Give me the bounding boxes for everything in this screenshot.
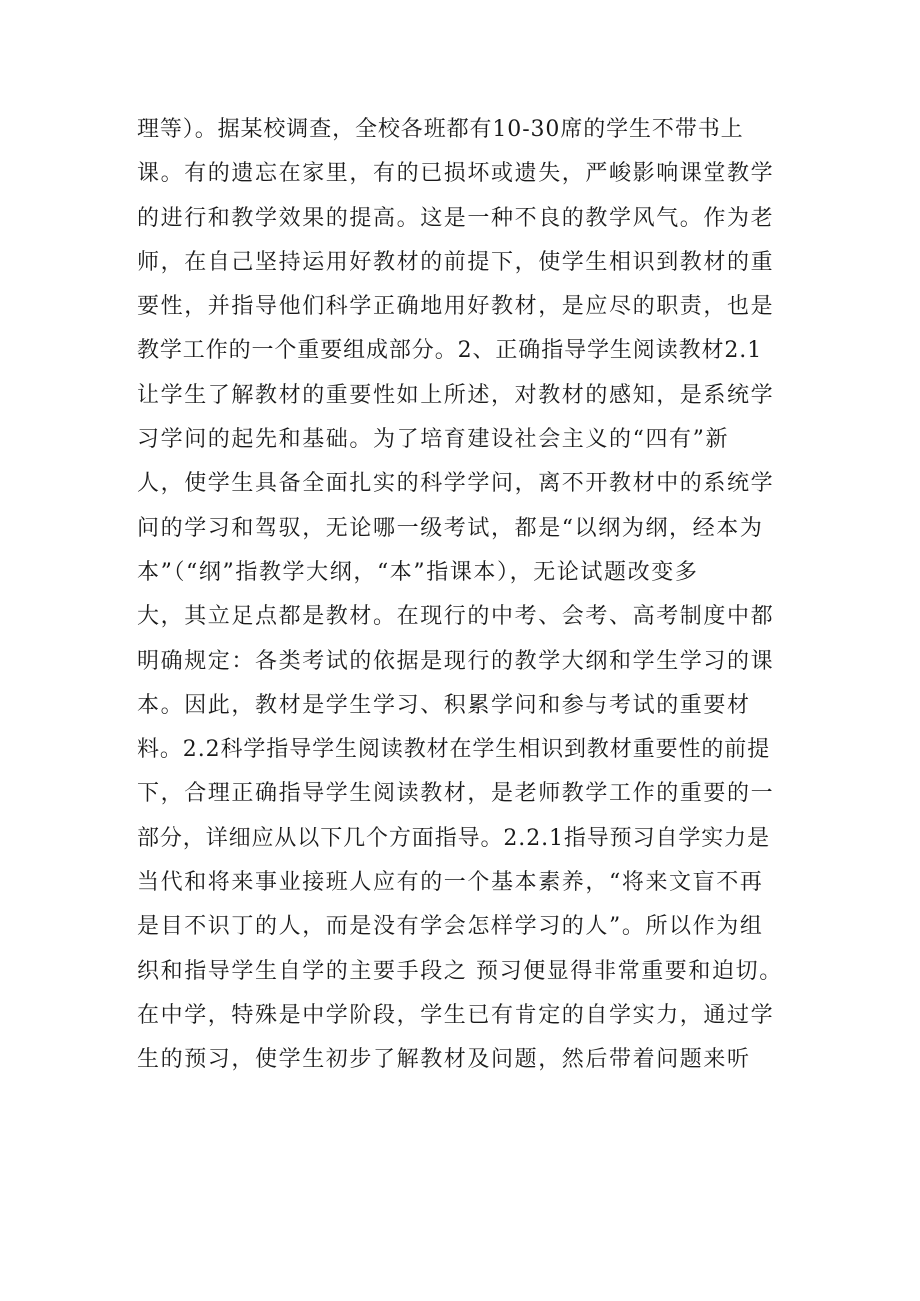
body-text	[137, 108, 783, 1083]
text-line-19: 是目不识丁的人，而是没有学会怎样学习的人”。所以作为组	[137, 914, 764, 940]
text-line-3: 的进行和教学效果的提高。这是一种不良的教学风气。作为老	[137, 205, 775, 231]
text-line-4: 师，在自己坚持运用好教材的前提下，使学生相识到教材的重	[137, 249, 775, 275]
text-line-11: 本”（“纲”指教学大纲，“本”指课本），无论试题改变多	[137, 559, 699, 585]
text-line-12: 大，其立足点都是教材。在现行的中考、会考、高考制度中都	[137, 604, 775, 630]
text-line-1: 理等）。据某校调查，全校各班都有10-30席的学生不带书上	[137, 117, 744, 142]
text-line-14: 本。因此，教材是学生学习、积累学问和参与考试的重要材	[137, 692, 751, 718]
text-line-8: 习学问的起先和基础。为了培育建设社会主义的“四有”新	[137, 427, 730, 453]
text-line-7: 让学生了解教材的重要性如上所述，对教材的感知，是系统学	[137, 382, 775, 408]
text-line-6: 教学工作的一个重要组成部分。2、正确指导学生阅读教材2.1	[137, 338, 763, 364]
text-line-2: 课。有的遗忘在家里，有的已损坏或遗失，严峻影响课堂教学	[137, 161, 775, 187]
text-line-10: 问的学习和驾驭，无论哪一级考试，都是“以纲为纲，经本为	[137, 515, 764, 541]
text-line-22: 生的预习，使学生初步了解教材及问题，然后带着问题来听	[137, 1047, 751, 1073]
text-line-13: 明确规定：各类考试的依据是现行的教学大纲和学生学习的课	[137, 648, 775, 674]
text-line-16: 下，合理正确指导学生阅读教材，是老师教学工作的重要的一	[137, 781, 775, 807]
text-line-18: 当代和将来事业接班人应有的一个基本素养，“将来文盲不再	[137, 870, 764, 896]
text-line-5: 要性，并指导他们科学正确地用好教材，是应尽的职责，也是	[137, 294, 775, 320]
text-line-17: 部分，详细应从以下几个方面指导。2.2.1指导预习自学实力是	[137, 825, 770, 851]
text-line-15: 料。2.2科学指导学生阅读教材在学生相识到教材重要性的前提	[137, 737, 771, 763]
text-line-20: 织和指导学生自学的主要手段之 预习便显得非常重要和迫切。	[137, 958, 783, 984]
text-line-21: 在中学，特殊是中学阶段，学生已有肯定的自学实力，通过学	[137, 1002, 775, 1028]
text-line-9: 人，使学生具备全面扎实的科学学问，离不开教材中的系统学	[137, 471, 775, 497]
